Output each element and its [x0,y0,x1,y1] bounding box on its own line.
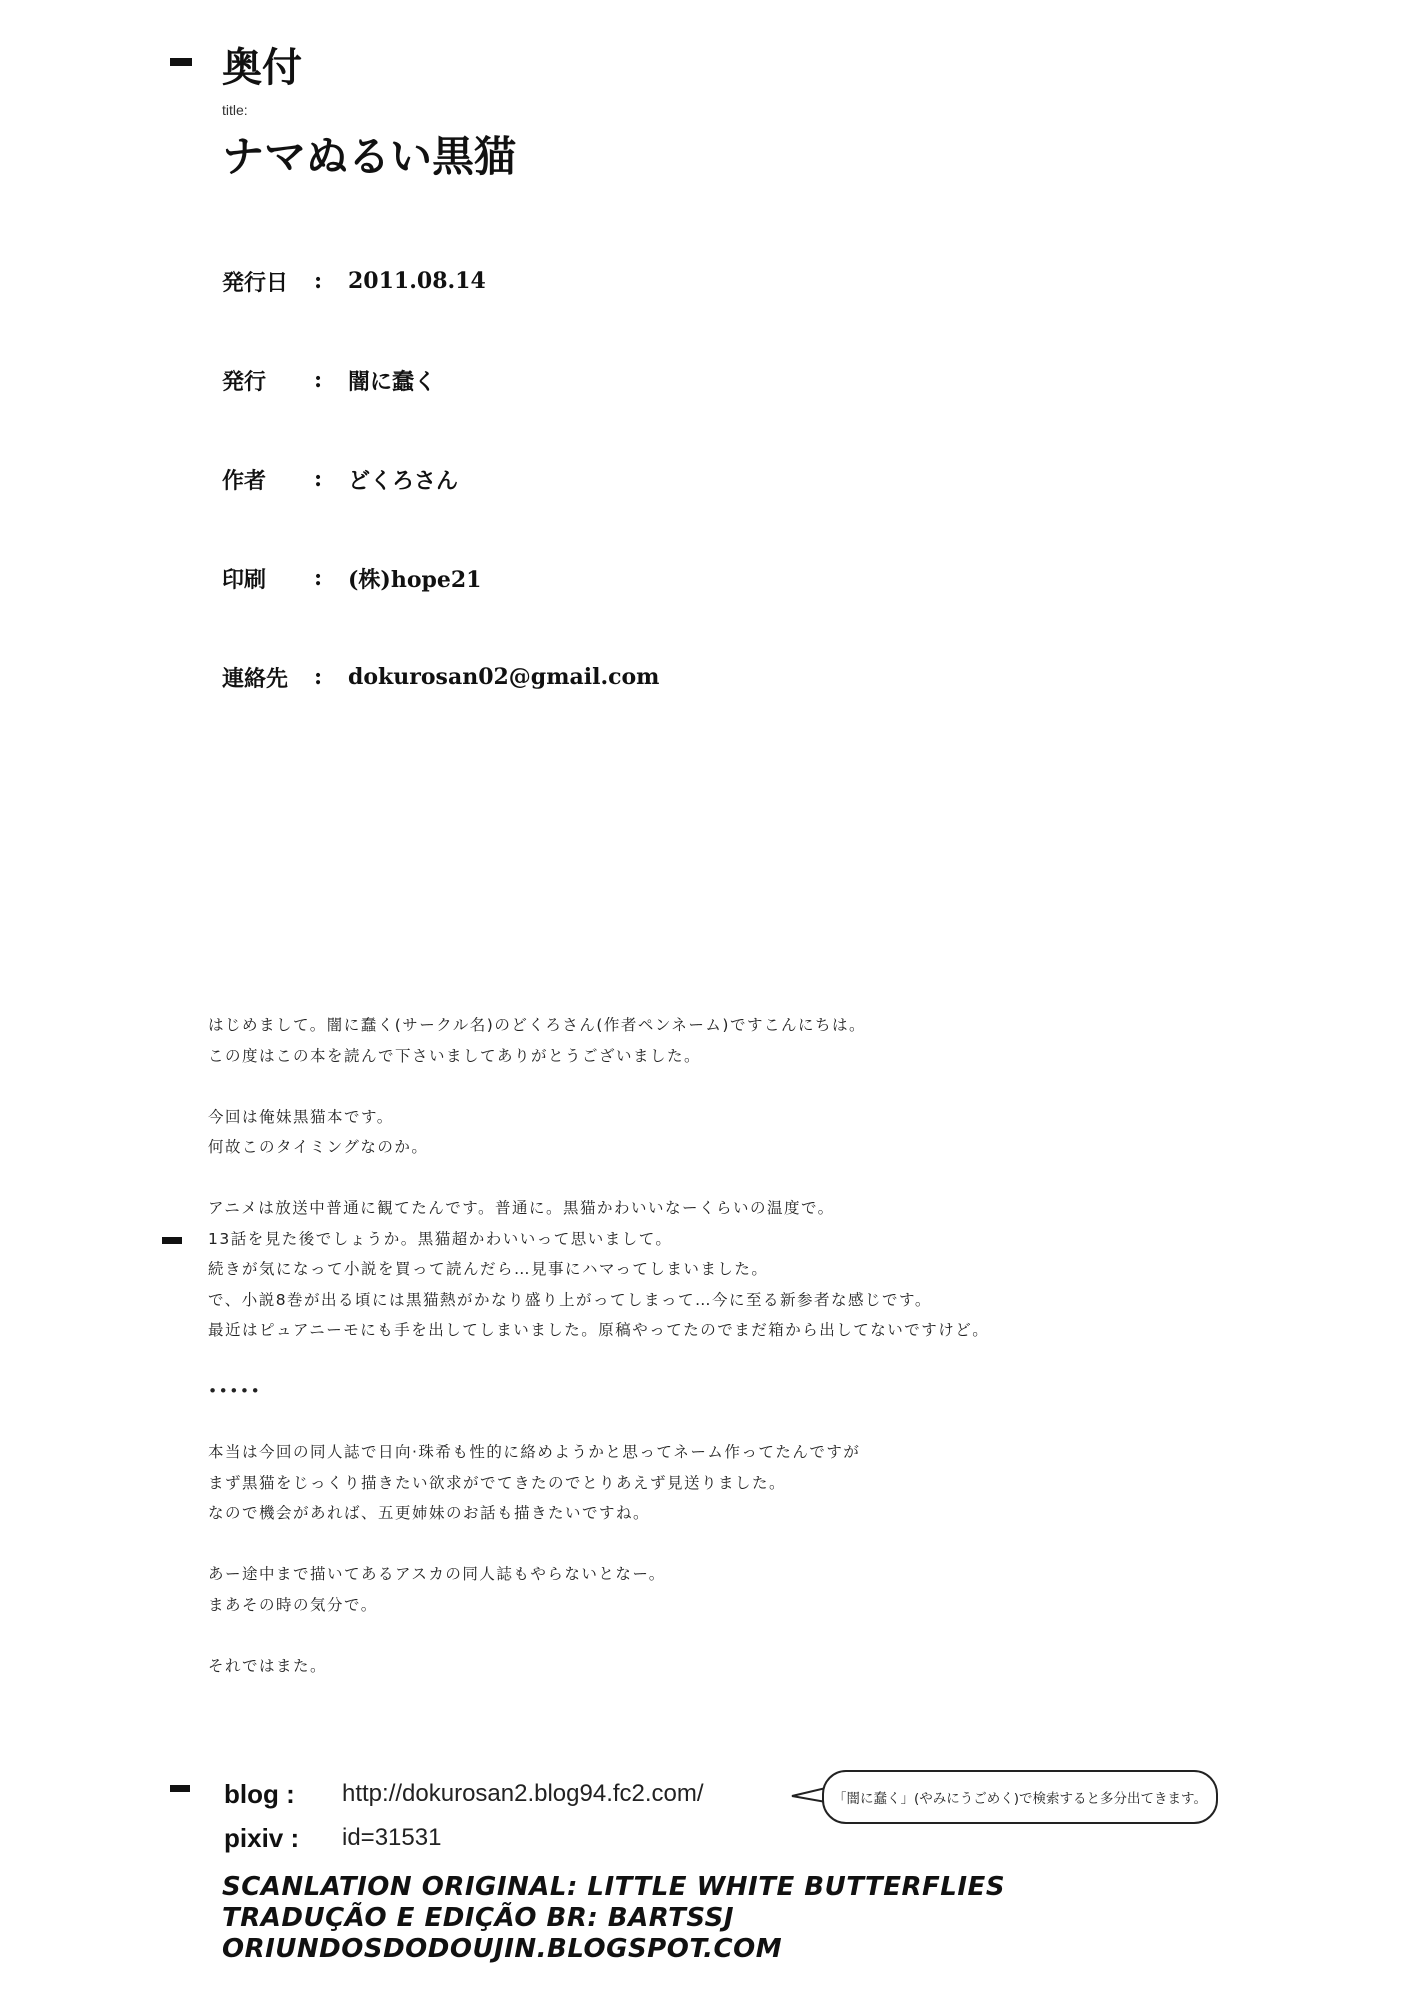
info-key: 発行日 [222,269,289,296]
credit-line: TRADUÇÃO E EDIÇÃO BR: BARTSSJ [222,1903,735,1933]
info-row-printer [222,561,481,595]
info-row-contact [222,660,659,694]
afterword-line: この度はこの本を読んで下さいましてありがとうございました。 [208,1046,702,1065]
info-key: 発行 [222,368,267,395]
afterword-line: 13話を見た後でしょうか。黒猫超かわいいって思いまして。 [208,1229,673,1248]
section-dash-middle [162,1237,182,1244]
pixiv-label: pixiv : [224,1822,300,1853]
info-row-date [222,264,486,298]
contact-email[interactable]: dokurosan02@gmail.com [348,664,660,690]
section-title: 奥付 [222,45,302,91]
afterword-line: それではまた。 [208,1656,328,1675]
info-key: 作者 [222,467,267,494]
section-dash-bottom [170,1785,190,1792]
info-value: (株)hope21 [348,566,482,593]
afterword-dots: ••••• [208,1382,262,1400]
info-colon: : [314,268,323,294]
speech-bubble-tail [790,1784,826,1808]
info-key: 印刷 [222,566,267,593]
info-key: 連絡先 [222,665,289,692]
info-value: どくろさん [348,467,459,494]
afterword-line: まず黒猫をじっくり描きたい欲求がでてきたのでとりあえず見送りました。 [208,1473,787,1492]
afterword-line: 最近はピュアニーモにも手を出してしまいました。原稿やってたのでまだ箱から出してないですけど。 [208,1321,990,1339]
afterword-line: 続きが気になって小説を買って読んだら…見事にハマってしまいました。 [208,1260,769,1278]
afterword-line: はじめまして。闇に蠢く(サークル名)のどくろさん(作者ペンネーム)ですこんにちは。 [208,1016,866,1034]
title-label: title: [222,102,248,118]
afterword-line: まあその時の気分で。 [208,1595,378,1614]
afterword-line: アニメは放送中普通に観てたんです。普通に。黒猫かわいいなーくらいの温度で。 [208,1199,835,1217]
credit-line: SCANLATION ORIGINAL: LITTLE WHITE BUTTERFLIES [222,1872,1006,1902]
book-title: ナマぬるい黒猫 [222,132,517,181]
info-colon: : [314,565,323,591]
afterword-line: なので機会があれば、五更姉妹のお話も描きたいですね。 [208,1504,651,1522]
blog-label: blog : [224,1778,295,1809]
section-dash-top [170,58,192,66]
info-colon: : [314,664,323,690]
pixiv-id[interactable]: id=31531 [342,1824,442,1851]
afterword-line: で、小説8巻が出る頃には黒猫熱がかなり盛り上がってしまって…今に至る新参者な感じです。 [208,1290,932,1309]
info-row-publisher [222,363,436,397]
pixiv-row [224,1820,441,1856]
afterword [208,1010,1208,1681]
afterword-line: 本当は今回の同人誌で日向·珠希も性的に絡めようかと思ってネーム作ってたんですが [208,1443,861,1461]
info-value: 2011.08.14 [348,268,486,294]
blog-link[interactable]: http://dokurosan2.blog94.fc2.com/ [342,1780,704,1807]
scanlation-credits [222,1872,1005,1965]
credit-line[interactable]: ORIUNDOSDODOUJIN.BLOGSPOT.COM [222,1934,783,1964]
info-row-author [222,462,458,496]
speech-bubble: 「闇に蠢く」(やみにうごめく)で検索すると多分出てきます。 [822,1770,1218,1824]
blog-row [224,1776,704,1812]
info-colon: : [314,466,323,492]
afterword-line: 何故このタイミングなのか。 [208,1138,429,1156]
info-value: 闇に蠢く [348,368,437,395]
afterword-line: あー途中まで描いてあるアスカの同人誌もやらないとなー。 [208,1565,666,1583]
info-colon: : [314,367,323,393]
afterword-line: 今回は俺妹黒猫本です。 [208,1107,394,1126]
